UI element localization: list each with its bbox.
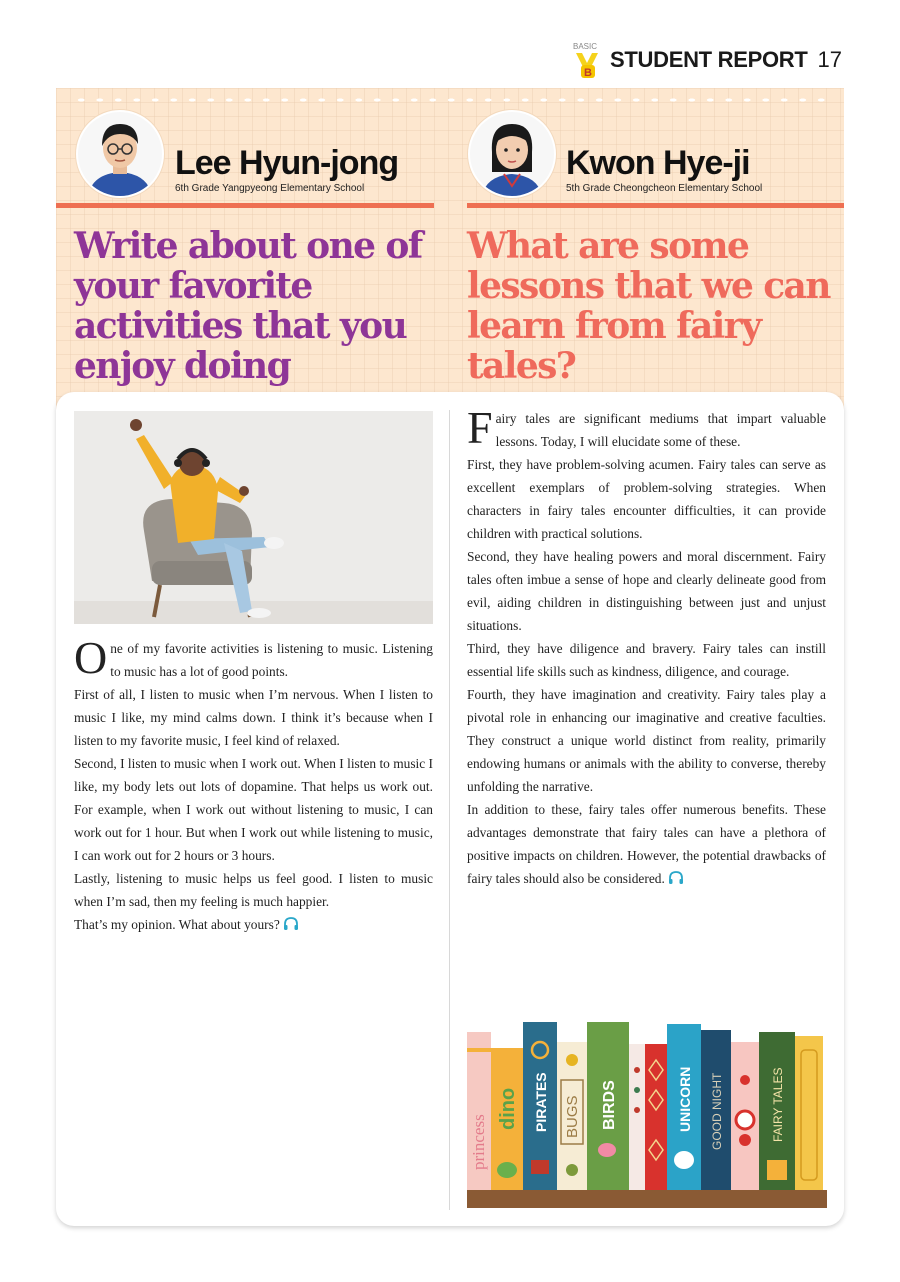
basic-logo-icon [572,41,602,79]
paragraph-right-2: First, they have problem-solving acumen. Fairy tales can serve as excellent exemplars of problem-solving strategies. When characters in fairy tales encounter difficulties, it can provide children with practical solutions. [467,457,826,541]
author-school-right: 5th Grade Cheongcheon Elementary School [566,183,763,194]
column-divider [449,410,450,1210]
book-fairy-tales: FAIRY TALES [771,1067,785,1142]
paragraph-right-5: Fourth, they have imagination and creativity. Fairy tales play a pivotal role in enhancing our imaginative and creative faculties. They construct a unique world distinct from reality, primarily endowing humans or animals with the ability to converse, thereby unfolding the narrative. [467,687,826,794]
paragraph-left-5: That’s my opinion. What about yours? [74,917,280,932]
divider-rule-right [467,203,844,208]
article-body-right [467,402,826,892]
paragraph-right-6: In addition to these, fairy tales offer numerous benefits. These advantages demonstrate that fairy tales can have a plethora of positive impacts on children. However, the potential drawbacks of fairy tales should also be considered. [467,802,826,886]
author-name-left: Lee Hyun-jong [175,144,399,182]
paragraph-left-4: Lastly, listening to music helps us feel good. I listen to music when I’m sad, then my feeling is much happier. [74,871,433,909]
article-body-left [74,632,434,938]
book-princess: princess [469,1114,488,1170]
paragraph-left-3: Second, I listen to music when I work out. When I listen to music I like, my body lets out lots of dopamine. That helps us work out. For example, when I work out without listening to music, I can work out for 1 hour. But when I work out while listening to music, I can work out for 2 hours or 3 hours. [74,756,434,863]
author-name-right: Kwon Hye-ji [566,144,750,182]
page-number: 17 [817,47,842,72]
book-bugs: BUGS [564,1095,581,1138]
photo-music-listener [74,411,433,624]
book-dino: dino [497,1087,519,1130]
question-left: Write about one of your favorite activities that you enjoy doing [74,225,422,387]
svg-text:B: B [584,67,592,79]
avatar-kwon [468,110,556,198]
paragraph-right-1: airy tales are significant mediums that impart valuable lessons. Today, I will elucidate some of these. [495,411,826,449]
avatar-lee [76,110,164,198]
book-unicorn: UNICORN [677,1066,693,1132]
paragraph-left-1: ne of my favorite activities is listening to music. Listening to music has a lot of good points. [110,641,433,679]
headphones-icon [283,915,299,938]
paragraph-left-2: First of all, I listen to music when I’m nervous. When I listen to music I like, my mind calms down. I think it’s because when I listen to my favorite music, I feel kind of relaxed. [74,687,433,748]
bookshelf-illustration [467,1020,827,1210]
book-birds: BIRDS [601,1080,618,1130]
report-header [572,40,842,80]
book-pirates: PIRATES [533,1072,549,1132]
dropcap-left: O [74,632,108,683]
divider-rule-left [56,203,434,208]
headphones-icon [668,869,684,892]
paragraph-right-4: Third, they have diligence and bravery. Fairy tales can instill essential life skills such as kindness, diligence, and courage. [467,641,826,679]
svg-text:BASIC: BASIC [573,42,598,51]
dropcap-right: F [467,402,493,453]
decorative-dots [72,96,832,104]
author-school-left: 6th Grade Yangpyeong Elementary School [175,183,365,194]
paragraph-right-3: Second, they have healing powers and moral discernment. Fairy tales often imbue a sense of hope and clearly delineate good from evil, aiding children in distinguishing between just and unjust situations. [467,549,826,633]
question-right: What are some lessons that we can learn from fairy tales? [467,225,830,387]
book-good-night: GOOD NIGHT [710,1072,724,1150]
report-title: STUDENT REPORT [610,47,808,72]
